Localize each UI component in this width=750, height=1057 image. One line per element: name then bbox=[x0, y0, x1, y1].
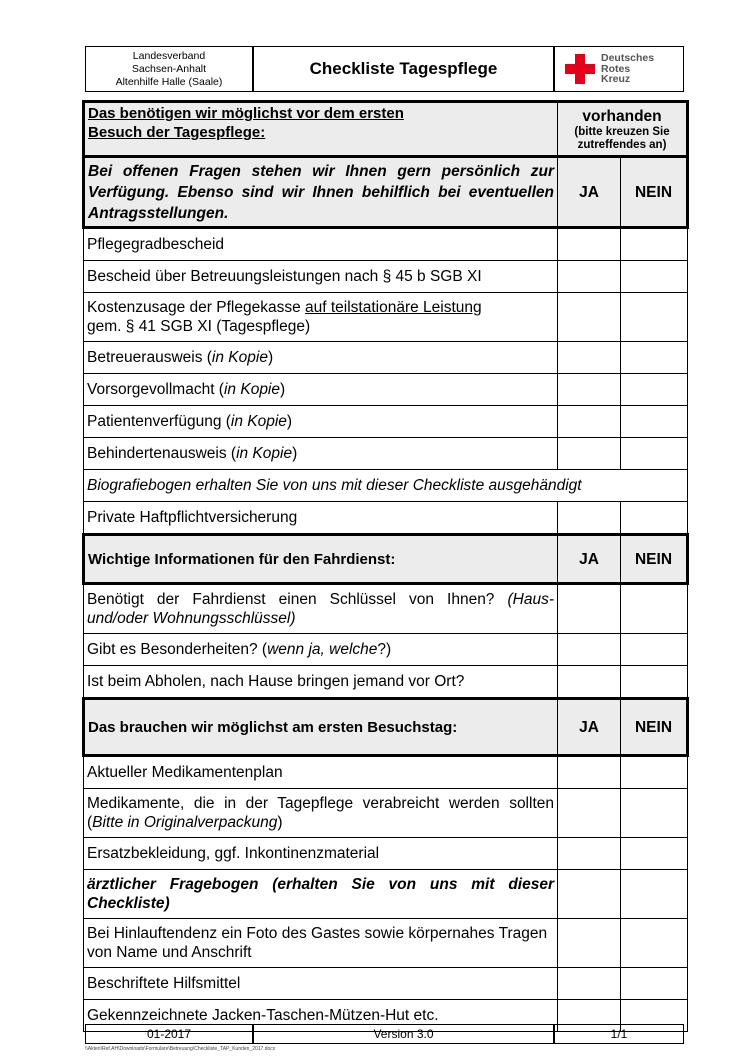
text: ?) bbox=[377, 641, 392, 658]
table-row bbox=[84, 228, 688, 261]
checkbox-ja[interactable] bbox=[558, 502, 621, 535]
text-italic: (Haus- und/oder Wohnungsschlüssel) bbox=[87, 591, 554, 627]
item-label: ärztlicher Fragebogen (erhalten Sie von uns mit dieser Checkliste) bbox=[84, 870, 558, 919]
vorhanden-label: vorhanden bbox=[582, 107, 662, 125]
vorhanden-hint: (bitte kreuzen Sie zutreffendes an) bbox=[574, 125, 670, 151]
text: ) bbox=[280, 381, 286, 398]
checkbox-nein[interactable] bbox=[621, 342, 688, 374]
intro-note-row bbox=[84, 157, 688, 228]
drk-logo bbox=[554, 46, 684, 92]
text: ) bbox=[277, 814, 283, 831]
item-label: Pflegegradbescheid bbox=[84, 228, 558, 261]
checkbox-ja[interactable] bbox=[558, 756, 621, 789]
item-label bbox=[84, 634, 558, 666]
text-italic: in Kopie bbox=[223, 381, 280, 398]
text: Kostenzusage der Pflegekasse bbox=[87, 299, 305, 316]
checkbox-ja[interactable] bbox=[558, 438, 621, 470]
text-italic: in Kopie bbox=[236, 445, 293, 462]
item-label: Bescheid über Betreuungsleistungen nach § 45 b SGB XI bbox=[84, 261, 558, 293]
intro-heading-line-1: Das benötigen wir möglichst vor dem ersten bbox=[88, 105, 404, 122]
text: ) bbox=[292, 445, 298, 462]
org-line-2: Sachsen-Anhalt bbox=[131, 62, 207, 75]
footer-version: Version 3.0 bbox=[253, 1024, 554, 1044]
item-label: Aktueller Medikamentenplan bbox=[84, 756, 558, 789]
checkbox-nein[interactable] bbox=[621, 870, 688, 919]
table-row bbox=[84, 968, 688, 1000]
checkbox-nein[interactable] bbox=[621, 634, 688, 666]
checkbox-ja[interactable] bbox=[558, 374, 621, 406]
text: Betreuerausweis ( bbox=[87, 349, 212, 366]
intro-heading bbox=[84, 102, 558, 157]
table-row bbox=[84, 342, 688, 374]
table-row bbox=[84, 838, 688, 870]
checkbox-nein[interactable] bbox=[621, 406, 688, 438]
checkbox-ja[interactable] bbox=[558, 634, 621, 666]
section-header-besuchstag bbox=[84, 699, 688, 756]
table-row bbox=[84, 261, 688, 293]
checkbox-nein[interactable] bbox=[621, 502, 688, 535]
table-row bbox=[84, 666, 688, 699]
intro-row bbox=[84, 102, 688, 157]
logo-text-2: Rotes bbox=[601, 62, 631, 75]
checkbox-ja[interactable] bbox=[558, 406, 621, 438]
text: ) bbox=[267, 349, 274, 366]
checkbox-ja[interactable] bbox=[558, 584, 621, 634]
checklist-table bbox=[82, 100, 689, 1032]
table-row bbox=[84, 919, 688, 968]
checkbox-nein[interactable] bbox=[621, 261, 688, 293]
item-label bbox=[84, 342, 558, 374]
checkbox-nein[interactable] bbox=[621, 968, 688, 1000]
vorhanden-header bbox=[558, 102, 688, 157]
checkbox-nein[interactable] bbox=[621, 228, 688, 261]
checkbox-nein[interactable] bbox=[621, 438, 688, 470]
table-row bbox=[84, 756, 688, 789]
text: ) bbox=[286, 413, 293, 430]
ja-header: JA bbox=[558, 535, 621, 584]
checkbox-ja[interactable] bbox=[558, 261, 621, 293]
section-heading: Wichtige Informationen für den Fahrdienst: bbox=[84, 535, 558, 584]
checkbox-nein[interactable] bbox=[621, 789, 688, 838]
checkbox-nein[interactable] bbox=[621, 919, 688, 968]
checkbox-nein[interactable] bbox=[621, 584, 688, 634]
item-label: Beschriftete Hilfsmittel bbox=[84, 968, 558, 1000]
item-label bbox=[84, 406, 558, 438]
item-label: Gekennzeichnete Jacken-Taschen-Mützen-Hut etc. bbox=[84, 1000, 558, 1032]
section-header-fahrdienst bbox=[84, 535, 688, 584]
footer-date: 01-2017 bbox=[85, 1024, 253, 1044]
ja-header: JA bbox=[558, 699, 621, 756]
section-heading: Das brauchen wir möglichst am ersten Besuchstag: bbox=[84, 699, 558, 756]
table-row bbox=[84, 374, 688, 406]
table-row bbox=[84, 293, 688, 342]
ja-header: JA bbox=[558, 157, 621, 228]
item-label bbox=[84, 584, 558, 634]
text-italic: Bitte in Originalverpackung bbox=[92, 814, 278, 831]
checkbox-ja[interactable] bbox=[558, 968, 621, 1000]
checkbox-ja[interactable] bbox=[558, 789, 621, 838]
item-label: Ist beim Abholen, nach Hause bringen jemand vor Ort? bbox=[84, 666, 558, 699]
checkbox-nein[interactable] bbox=[621, 374, 688, 406]
item-label: Private Haftpflichtversicherung bbox=[84, 502, 558, 535]
text-italic: wenn ja, welche bbox=[267, 641, 378, 658]
text-underline: auf teilstationäre Leistung bbox=[305, 299, 482, 316]
checkbox-ja[interactable] bbox=[558, 838, 621, 870]
checkbox-ja[interactable] bbox=[558, 919, 621, 968]
checkbox-ja[interactable] bbox=[558, 293, 621, 342]
table-row bbox=[84, 502, 688, 535]
item-label: Ersatzbekleidung, ggf. Inkontinenzmaterial bbox=[84, 838, 558, 870]
text: gem. § 41 SGB XI (Tagespflege) bbox=[87, 318, 311, 335]
text: Vorsorgevollmacht ( bbox=[87, 381, 224, 398]
organization-block bbox=[85, 46, 253, 92]
text-italic: in Kopie bbox=[211, 349, 268, 366]
nein-header: NEIN bbox=[621, 157, 688, 228]
intro-heading-line-2: Besuch der Tagespflege: bbox=[88, 124, 266, 141]
text: Gibt es Besonderheiten? ( bbox=[87, 641, 268, 658]
logo-text-3: Kreuz bbox=[601, 73, 631, 86]
table-row bbox=[84, 584, 688, 634]
checkbox-ja[interactable] bbox=[558, 342, 621, 374]
file-path: \\Akten\Ref.AH\Downloads\Formulare\Betreuung\Checkliste_TAP_Kunden_2017.docx bbox=[85, 1046, 276, 1052]
biography-note: Biografiebogen erhalten Sie von uns mit dieser Checkliste ausgehändigt bbox=[84, 470, 688, 502]
checkbox-nein[interactable] bbox=[621, 838, 688, 870]
checkbox-nein[interactable] bbox=[621, 666, 688, 699]
text-italic: in Kopie bbox=[230, 413, 287, 430]
nein-header: NEIN bbox=[621, 699, 688, 756]
checkbox-nein[interactable] bbox=[621, 293, 688, 342]
text: Behindertenausweis ( bbox=[87, 445, 237, 462]
document-title: Checkliste Tagespflege bbox=[253, 46, 554, 92]
table-row bbox=[84, 438, 688, 470]
checkbox-ja[interactable] bbox=[558, 666, 621, 699]
checkbox-nein[interactable] bbox=[621, 756, 688, 789]
table-row bbox=[84, 406, 688, 438]
table-row bbox=[84, 789, 688, 838]
item-label bbox=[84, 293, 558, 342]
table-row bbox=[84, 634, 688, 666]
item-label bbox=[84, 374, 558, 406]
text: Benötigt der Fahrdienst einen Schlüssel von Ihnen? bbox=[87, 591, 508, 608]
intro-note: Bei offenen Fragen stehen wir Ihnen gern persönlich zur Verfügung. Ebenso sind wir Ihnen behilflich bei eventuellen Antragsstellungen. bbox=[84, 157, 558, 228]
item-label bbox=[84, 438, 558, 470]
red-cross-icon bbox=[565, 54, 595, 84]
org-line-3: Altenhilfe Halle (Saale) bbox=[115, 75, 223, 88]
checkbox-ja[interactable] bbox=[558, 870, 621, 919]
nein-header: NEIN bbox=[621, 535, 688, 584]
text: Patientenverfügung ( bbox=[87, 413, 231, 430]
table-row bbox=[84, 870, 688, 919]
item-label: Bei Hinlauftendenz ein Foto des Gastes sowie körpernahes Tragen von Name und Anschrift bbox=[84, 919, 558, 968]
logo-text-1: Deutsches bbox=[601, 52, 655, 65]
text: Medikamente, die in der Tagepflege verabreicht werden sollten ( bbox=[87, 795, 554, 831]
table-row bbox=[84, 470, 688, 502]
footer-page: 1/1 bbox=[554, 1024, 684, 1044]
checkbox-ja[interactable] bbox=[558, 228, 621, 261]
org-line-1: Landesverband bbox=[132, 49, 206, 62]
item-label bbox=[84, 789, 558, 838]
